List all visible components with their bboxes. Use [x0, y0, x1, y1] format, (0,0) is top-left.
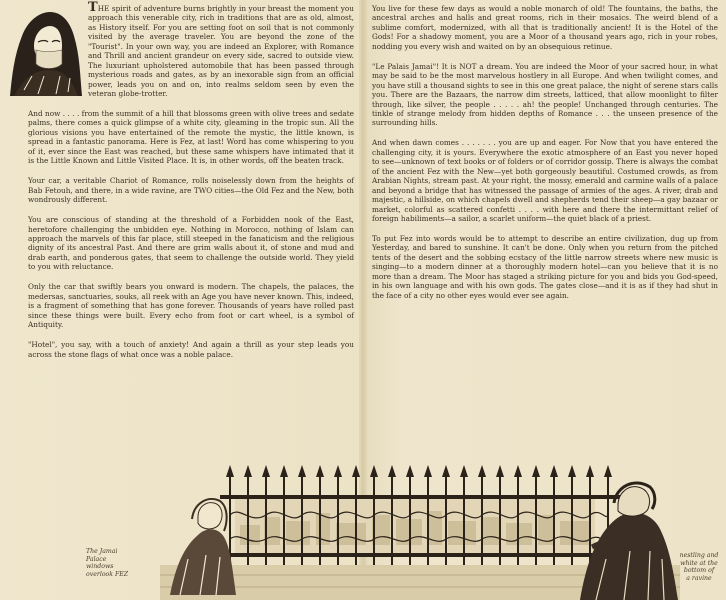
caption-line: a ravine [686, 574, 712, 582]
paragraph-dawn: And when dawn comes . . . . . . . you are up and eager. For Now that you have entered the challenging city, it is yours. Everywhere the exotic atmosphere of an East you never hoped to see—unknown of text books or of folders or of corridor gossip. There is always the combat of the ancient Fez with the New—yet both gorgeously beautiful. Costumed crowds, as from Arabian Nights, stream past. At your right, the mossy, emerald and carmine walls of a palace and beyond a bridge that has witnessed the passage of armies of the ages. A river, drab and majestic, a hillside, on which chapels dwell and shepherds tend their sheep—a gay bazaar or market, colorful as scattered confetti . . . . with here and there the intermittant relief of foreign habiliments—a sailor, a scarlet uniform—the quiet black of a priest. [372, 138, 718, 224]
paragraph-intro [88, 0, 354, 99]
paragraph-summit: And now . . . . from the summit of a hill that blossoms green with olive trees and sedate palms, there comes a quick glimpse of a white city, gleaming in the tropic sun. All the glorious visions you have entertained of the remote the mystic, the little known, is spread in a fantastic panorama. Here is Fez, at last! Word has come whispering to you of it, ever since the East was reached, but these same whispers have intimated that it is the Little Known and Little Visited Place. It is, in other words, off the beaten track. [28, 109, 354, 166]
caption-line: Palace [86, 555, 107, 563]
palace-window-illustration [140, 455, 680, 600]
veiled-woman-illustration [4, 6, 84, 98]
paragraph-monarch: You live for these few days as would a noble monarch of old! The fountains, the baths, the ancestral arches and halls and great rooms, rich in their mosaics. The weird blend of a sublime comfort, modernized, with all that is traditionally ancient! It is the Hotel of the Gods! For a shadowy moment, you are a Moor of a thousand years ago, rich in your robes, nodding you every wish and waited on by an obsequious retinue. [372, 4, 718, 51]
caption-line: white at the [680, 559, 718, 567]
paragraph-palais-jamai: "Le Palais Jamai"! It is NOT a dream. You are indeed the Moor of your sacred hour, in what may be said to be the most marvelous hostlery in all Europe. And when twilight comes, and you have still a thousand sights to see in this one great palace, the night of serene stars calls you. There are the Bazaars, the narrow dim streets, latticed, that allow moonlight to filter through, like silver, the people . . . . . ah! the people! Unchanged through centuries. The tinkle of strange melody from hidden depths of Romance . . . the unseen presence of the surrounding hills. [372, 61, 718, 128]
left-column [28, 0, 354, 370]
paragraph-threshold: You are conscious of standing at the threshold of a Forbidden nook of the East, heretofore challenging the unbidden eye. Nothing in Morocco, nothing of Islam can approach the marvels of this far place, still steeped in the fanaticism and the religious dignity of its ancestral Past. And there are grim walls about it, of stone and mud and drab earth, and ponderous gates, that seem to challenge the outside world. They yield to you with reluctance. [28, 215, 354, 272]
paragraph-modern-car: Only the car that swiftly bears you onward is modern. The chapels, the palaces, the medersas, sanctuaries, souks, all reek with an Age you have never known. This, indeed, is a fragment of something that has gone forever. Thousands of years have rolled past since these things were built. Every echo from foot or cart wheel, is a symbol of Antiquity. [28, 282, 354, 330]
caption-line: bottom of [683, 567, 715, 575]
caption-line: The Jamai [86, 548, 118, 555]
paragraph-chariot: Your car, a veritable Chariot of Romance, rolls noiselessly down from the heights of Bab Fetouh, and there, in a wide ravine, are TWO cities—the Old Fez and the New, both wondrously different. [28, 176, 354, 205]
paragraph-hotel: "Hotel", you say, with a touch of anxiety! And again a thrill as your step leads you across the stone flags of what once was a noble palace. [28, 340, 354, 359]
caption-line: nestling and [679, 552, 719, 559]
paragraph-civilization: To put Fez into words would be to attempt to describe an entire civilization, dug up from Yesterday, and bared to sunshine. It can't be done. Only when you return from the pitched tents of the desert and the sobbing ecstacy of the little narrow streets where new music is singing—to a modern dinner at a thoroughly modern hotel—can you believe that it is no more than a dream. The Moor has staged a striking picture for you and bids you God-speed, in his own language and with his own gods. The gates close—and it is as if they had shut in the face of a city no other eyes would ever see again. [372, 234, 718, 300]
caption-line: windows [86, 563, 114, 571]
caption-jamai-palace [86, 548, 132, 578]
dropcap-letter: T [88, 0, 98, 15]
right-column [372, 4, 718, 311]
caption-ravine [676, 552, 722, 582]
paragraph-intro-text: HE spirit of adventure burns brightly in your breast the moment you approach this venerable city, rich in traditions that are as old, almost, as History itself. For you are setting foot on soil that is not commonly visited by the average traveler. You are beyond the zone of the "Tourist". In your own way, you are indeed an Explorer, with Romance and Thrill and ancient grandeur on every side, sacred to outside view. The luxuriant upholstered automobile that has been passed through mysterious roads and gates, as by an inexorable sign from an official power, leads you on and on, into realms seldom seen by even the veteran globe-trotter. [88, 4, 354, 99]
caption-line: overlook FEZ [86, 570, 129, 578]
